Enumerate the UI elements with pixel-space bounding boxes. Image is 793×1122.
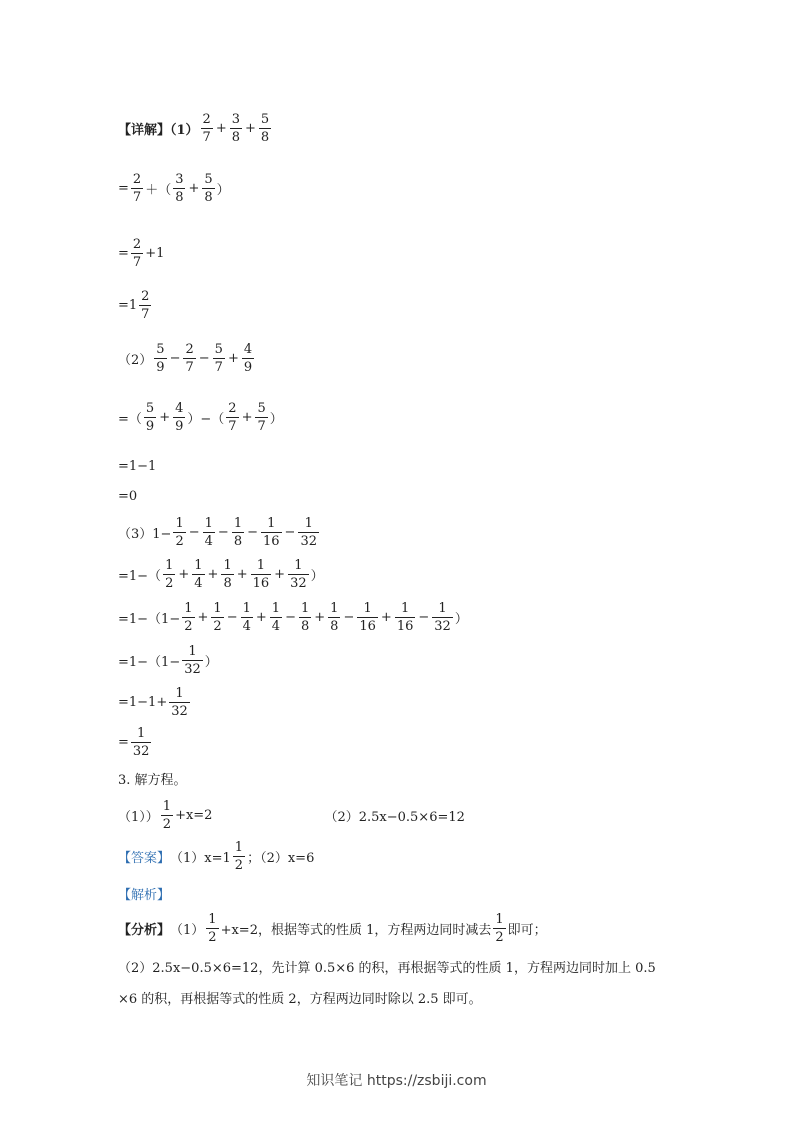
fraction-5-7: $\frac{5}{7}$	[214, 341, 223, 375]
fraction-1-2: $\frac{1}{2}$	[165, 557, 174, 591]
fraction-1-8: $\frac{1}{8}$	[330, 600, 339, 634]
fraction-2-7: $\frac{2}{7}$	[185, 341, 194, 375]
fraction-1-8: $\frac{1}{8}$	[233, 515, 243, 549]
solution-part3-line: （3）1− $\frac{1}{2}$ − $\frac{1}{4}$ − $\frac{1}{8}$ − $\frac{1}{16}$ − $\frac{1}{32}$	[118, 515, 317, 549]
fraction-1-4: $\frac{1}{4}$	[242, 600, 251, 634]
solution-label: 【详解】（1）	[118, 122, 199, 138]
fraction-1-8: $\frac{1}{8}$	[300, 600, 310, 634]
question-3-title: 3. 解方程。	[118, 772, 187, 788]
fraction-1-16: $\frac{1}{16}$	[359, 600, 376, 634]
question-3-parts: （1）） $\frac{1}{2}$ +x=2 （2）2.5x−0.5×6=12	[118, 798, 465, 832]
solution-part1-line: 【详解】（1） $\frac{2}{7}$ + $\frac{3}{8}$ + $\frac{5}{8}$	[118, 111, 270, 145]
fraction-5-9: $\frac{5}{9}$	[145, 400, 155, 434]
solution-part1-step2: = $\frac{2}{7}$ +1	[118, 236, 165, 270]
fraction-2-7: $\frac{2}{7}$	[132, 171, 142, 205]
fraction-1-32: $\frac{1}{32}$	[290, 557, 307, 591]
fenxi-label: 【分析】	[118, 922, 171, 938]
fraction-1-4: $\frac{1}{4}$	[194, 557, 203, 591]
solution-part2-step2: =1−1	[118, 458, 157, 474]
fraction-1-32: $\frac{1}{32}$	[434, 600, 451, 634]
fraction-5-9: $\frac{5}{9}$	[156, 341, 165, 375]
fraction-2-7: $\frac{2}{7}$	[132, 236, 142, 270]
solution-part2-step1: =（ $\frac{5}{9}$ + $\frac{4}{9}$ ）−（ $\frac{2}{7}$ + $\frac{5}{7}$ ）	[118, 400, 283, 434]
fraction-2-7: $\frac{2}{7}$	[228, 400, 237, 434]
solution-part1-step1: = $\frac{2}{7}$ ＋（ $\frac{3}{8}$ + $\frac{5}{8}$ ）	[118, 171, 230, 205]
fraction-4-9: $\frac{4}{9}$	[175, 400, 184, 434]
solution-part2-step3: =0	[118, 488, 138, 504]
fenxi-line-1: 【分析】 （1） $\frac{1}{2}$ +x=2，根据等式的性质 1，方程两边同时减去 $\frac{1}{2}$ 即可；	[118, 911, 547, 945]
solution-part3-step2: =1−（1− $\frac{1}{2}$ + $\frac{1}{2}$ − $\frac{1}{4}$ + $\frac{1}{4}$ − $\frac{1}{8}$ + $\frac{1}{8}$ − $\frac{1}{16}$ + $\frac{1}{16}$ − $\frac{1}{32}$ ）	[118, 600, 468, 634]
solution-part3-step3: =1−（1− $\frac{1}{32}$ ）	[118, 643, 218, 677]
fraction-2-7: $\frac{2}{7}$	[141, 288, 150, 322]
fraction-1-2: $\frac{1}{2}$	[162, 798, 172, 832]
fraction-1-32: $\frac{1}{32}$	[171, 685, 188, 719]
fraction-1-16: $\frac{1}{16}$	[263, 515, 280, 549]
analysis-label: 【解析】	[118, 887, 171, 903]
fraction-1-16: $\frac{1}{16}$	[396, 600, 414, 634]
solution-part3-step5: = $\frac{1}{32}$	[118, 725, 150, 759]
fraction-1-8: $\frac{1}{8}$	[223, 557, 232, 591]
fraction-1-4: $\frac{1}{4}$	[204, 515, 213, 549]
footer-watermark: 知识笔记 https://zsbiji.com	[306, 1073, 487, 1089]
answer-label: 【答案】	[118, 850, 171, 866]
fraction-1-4: $\frac{1}{4}$	[271, 600, 281, 634]
fraction-1-32: $\frac{1}{32}$	[132, 725, 150, 759]
fraction-3-8: $\frac{3}{8}$	[175, 171, 184, 205]
fraction-1-2: $\frac{1}{2}$	[175, 515, 184, 549]
analysis-label-line	[118, 873, 170, 913]
fraction-1-2: $\frac{1}{2}$	[234, 839, 244, 873]
fenxi-line-3: ×6 的积，再根据等式的性质 2，方程两边同时除以 2.5 即可。	[118, 991, 482, 1007]
answer-line: 【答案】 （1）x=1 $\frac{1}{2}$ ；（2）x=6	[118, 839, 315, 873]
fraction-2-7: $\frac{2}{7}$	[202, 111, 211, 145]
fraction-3-8: $\frac{3}{8}$	[231, 111, 241, 145]
solution-part3-step1: =1−（ $\frac{1}{2}$ + $\frac{1}{4}$ + $\frac{1}{8}$ + $\frac{1}{16}$ + $\frac{1}{32}$ ）	[118, 557, 324, 591]
fraction-5-8: $\frac{5}{8}$	[204, 171, 213, 205]
fraction-1-2: $\frac{1}{2}$	[495, 911, 504, 945]
solution-part2-line: （2） $\frac{5}{9}$ − $\frac{2}{7}$ − $\frac{5}{7}$ + $\frac{4}{9}$	[118, 341, 253, 375]
fraction-1-2: $\frac{1}{2}$	[213, 600, 222, 634]
fraction-4-9: $\frac{4}{9}$	[243, 341, 253, 375]
solution-part3-step4: =1−1+ $\frac{1}{32}$	[118, 685, 188, 719]
fraction-5-8: $\frac{5}{8}$	[260, 111, 270, 145]
fraction-1-32: $\frac{1}{32}$	[300, 515, 317, 549]
fenxi-line-2: （2）2.5x−0.5×6=12，先计算 0.5×6 的积，再根据等式的性质 1，方程两边同时加上 0.5	[118, 960, 656, 976]
fraction-1-32: $\frac{1}{32}$	[184, 643, 201, 677]
fraction-1-16: $\frac{1}{16}$	[252, 557, 270, 591]
fraction-5-7: $\frac{5}{7}$	[257, 400, 266, 434]
solution-part1-step3: =1 $\frac{2}{7}$	[118, 288, 150, 322]
fraction-1-2: $\frac{1}{2}$	[184, 600, 193, 634]
fraction-1-2: $\frac{1}{2}$	[208, 911, 217, 945]
